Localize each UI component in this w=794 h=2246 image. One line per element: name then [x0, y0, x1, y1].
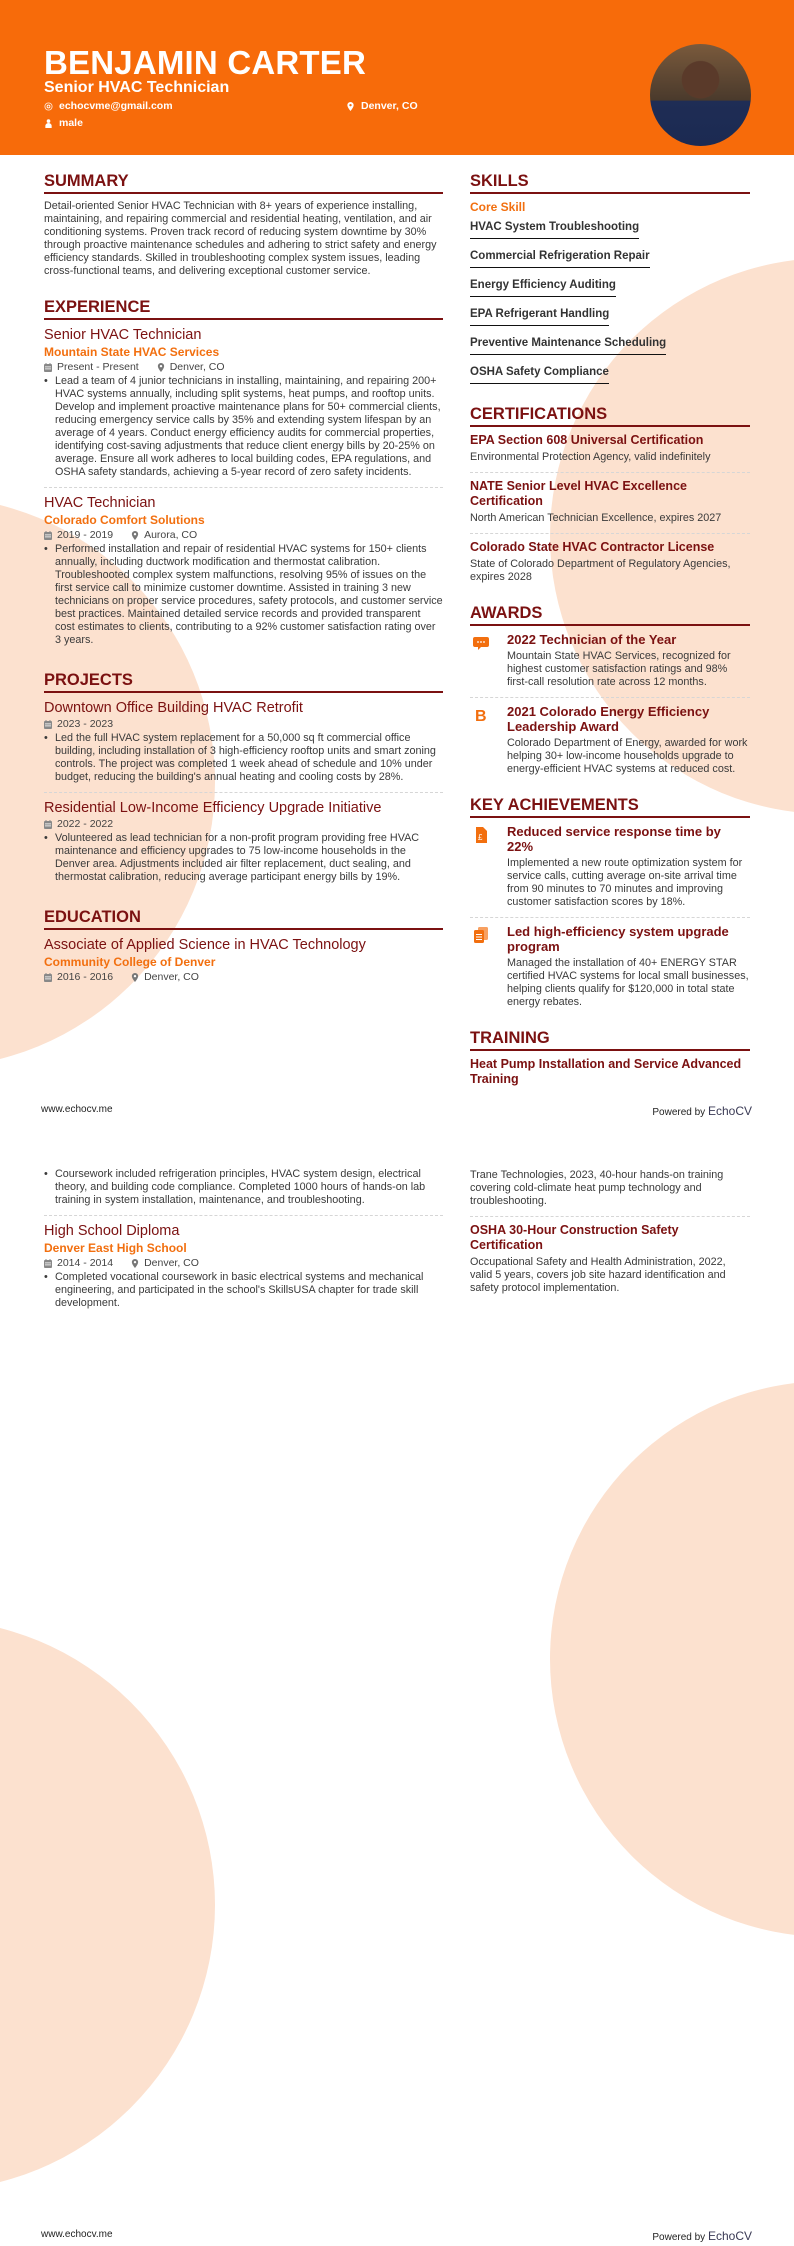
certification-desc: North American Technician Excellence, expires 2027 — [470, 512, 722, 524]
skill-item: Energy Efficiency Auditing — [470, 279, 616, 297]
footer-powered-by[interactable] — [652, 1104, 752, 1118]
training-desc: Trane Technologies, 2023, 40-hour hands-on training covering cold-climate heat pump technology and troubleshooting. — [470, 1169, 724, 1207]
email-text: echocvme@gmail.com — [59, 100, 173, 112]
left-column — [44, 1168, 443, 1310]
certification-desc: State of Colorado Department of Regulatory Agencies, expires 2028 — [470, 558, 731, 583]
contact-gender — [44, 117, 83, 129]
education-dates: 2016 - 2016 — [57, 971, 114, 983]
education-dates: 2014 - 2014 — [57, 1257, 114, 1269]
skill-group-label: Core Skill — [470, 200, 526, 214]
project-item — [44, 799, 443, 884]
experience-item — [44, 326, 443, 479]
bullet-text: Performed installation and repair of residential HVAC systems for 150+ clients annually, including ductwork modification and thermostat calibration. Troubleshooted complex system malfunctions, resolving 95% of issues on the first service call to minimize customer downtime. Assisted in training 3 new technicians on proper service procedures, safety protocols, and customer service best practices. Maintained detailed service records and provided transparent cost estimates to clients, contributing to a 92% customer satisfaction rating over 3 years. — [55, 543, 443, 646]
school-name: Community College of Denver — [44, 955, 216, 969]
certification-item — [470, 540, 750, 584]
skill-item: Preventive Maintenance Scheduling — [470, 337, 666, 355]
skill-item: EPA Refrigerant Handling — [470, 308, 609, 326]
job-bullet: • Lead a team of 4 junior technicians in installing, maintaining, and repairing 200+ HVAC systems annually, including split systems, heat pumps, and rooftop units. Develop and implement proactive maintenance plans for 50+ commercial clients, reducing emergency service calls by 35% and extending system lifespan by an average of 4 years. Conduct energy efficiency audits for commercial properties, identifying cost-saving adjustments that reduce client energy bills by 20-25% on average. Ensure all work adheres to local building codes, EPA regulations, and OSHA safety standards, achieving a 5-year record of zero safety incidents. — [44, 375, 443, 479]
job-meta — [44, 528, 443, 543]
achievement-desc: Implemented a new route optimization system for service calls, cutting average on-site arrival time from 90 minutes to 70 minutes and improving customer satisfaction scores by 18%. — [507, 857, 743, 908]
decorative-circle — [0, 1619, 215, 2191]
achievement-item — [470, 924, 750, 1009]
skill-item: HVAC System Troubleshooting — [470, 221, 639, 239]
right-column — [470, 172, 750, 1087]
svg-text:£: £ — [478, 833, 483, 842]
certification-title: NATE Senior Level HVAC Excellence Certification — [470, 479, 687, 508]
certifications-heading: CERTIFICATIONS — [470, 405, 750, 427]
degree-title: High School Diploma — [44, 1223, 180, 1239]
projects-heading: PROJECTS — [44, 671, 443, 693]
footer-site-link[interactable]: www.echocv.me — [41, 2229, 113, 2240]
documents-icon — [473, 927, 489, 943]
education-meta — [44, 970, 443, 985]
powered-by-text: Powered by — [652, 2232, 706, 2243]
project-title: Downtown Office Building HVAC Retrofit — [44, 700, 303, 716]
project-bullet: • Volunteered as lead technician for a non-profit program providing free HVAC maintenance and efficiency upgrades to 75 low-income households in the Denver area. Adjustments included air filter replacement, duct sealing, and thermostat calibration, reducing average participant energy bills by 19%. — [44, 832, 443, 884]
person-icon — [44, 119, 53, 128]
decorative-circle — [550, 1381, 794, 1937]
left-column — [44, 172, 443, 985]
education-location: Denver, CO — [144, 1257, 199, 1269]
training-title: Heat Pump Installation and Service Advanced Training — [470, 1057, 742, 1086]
divider — [470, 472, 750, 473]
brand-name: EchoCV — [707, 2229, 752, 2243]
summary-text: Detail-oriented Senior HVAC Technician with 8+ years of experience installing, maintaining, and repairing commercial and residential heating, ventilation, and air conditioning systems. Proven track record of reducing system downtime by 30% through proactive maintenance schedules and adhering to strict safety and energy efficiency standards. Skilled in troubleshooting complex system issues, leading cross-functional teams, and delivering exceptional customer service. — [44, 200, 437, 277]
location-text: Denver, CO — [361, 100, 418, 112]
job-meta — [44, 360, 443, 375]
experience-item — [44, 494, 443, 647]
job-location: Aurora, CO — [144, 529, 198, 541]
education-item — [44, 1222, 443, 1310]
at-icon — [44, 102, 53, 111]
certification-item — [470, 479, 750, 525]
map-pin-icon — [346, 102, 355, 111]
certification-item — [470, 433, 750, 464]
footer-site-link[interactable]: www.echocv.me — [41, 1104, 113, 1115]
achievement-item — [470, 824, 750, 909]
awards-heading: AWARDS — [470, 604, 750, 626]
experience-heading: EXPERIENCE — [44, 298, 443, 320]
school-name: Denver East High School — [44, 1241, 187, 1255]
job-title: Senior HVAC Technician — [44, 327, 202, 343]
map-pin-icon — [157, 363, 165, 372]
project-title: Residential Low-Income Efficiency Upgrade Initiative — [44, 800, 382, 816]
achievement-title: Reduced service response time by 22% — [507, 824, 721, 854]
project-dates: 2023 - 2023 — [57, 718, 114, 730]
letter-b-icon — [473, 707, 489, 723]
award-item — [470, 704, 750, 776]
education-bullet: • Completed vocational coursework in basic electrical systems and mechanical engineering, and participated in the school's SkillsUSA chapter for trade skill development. — [44, 1271, 443, 1310]
document-currency-icon — [473, 827, 489, 843]
calendar-icon — [44, 531, 52, 540]
divider — [44, 1215, 443, 1216]
resume-page-2 — [0, 1123, 794, 2246]
achievement-desc: Managed the installation of 40+ ENERGY STAR certified HVAC systems for local small businesses, helping clients qualify for $120,000 in total state energy rebates. — [507, 957, 749, 1008]
profile-photo — [650, 44, 751, 146]
calendar-icon — [44, 720, 52, 729]
calendar-icon — [44, 1259, 52, 1268]
education-location: Denver, CO — [144, 971, 199, 983]
award-desc: Colorado Department of Energy, awarded for work helping 30+ low-income households upgrade to energy-efficient HVAC systems at reduced cost. — [507, 737, 748, 775]
certification-desc: Environmental Protection Agency, valid indefinitely — [470, 451, 711, 463]
calendar-icon — [44, 973, 52, 982]
job-title: HVAC Technician — [44, 495, 156, 511]
education-meta — [44, 1256, 443, 1271]
education-heading: EDUCATION — [44, 908, 443, 930]
map-pin-icon — [131, 973, 139, 982]
company-name: Mountain State HVAC Services — [44, 345, 220, 359]
award-title: 2021 Colorado Energy Efficiency Leadership Award — [507, 704, 710, 734]
training-desc: Occupational Safety and Health Administration, 2022, valid 5 years, covers job site hazard identification and safety protocol implementation. — [470, 1256, 726, 1294]
brand-name: EchoCV — [707, 1104, 752, 1118]
project-bullet: • Led the full HVAC system replacement for a 50,000 sq ft commercial office building, including installation of 3 high-efficiency rooftop units and smart zoning controls. The project was completed 1 week ahead of schedule and 10% under budget, reducing the building's annual heating and cooling costs by 28%. — [44, 732, 443, 784]
award-title: 2022 Technician of the Year — [507, 632, 677, 647]
contact-location — [346, 100, 418, 112]
resume-header — [0, 0, 794, 155]
skill-item: OSHA Safety Compliance — [470, 366, 609, 384]
certification-title: EPA Section 608 Universal Certification — [470, 433, 704, 447]
training-title: OSHA 30-Hour Construction Safety Certification — [470, 1223, 679, 1252]
footer-powered-by[interactable] — [652, 2229, 752, 2243]
education-item — [44, 936, 443, 985]
chat-bubble-icon — [473, 635, 489, 651]
candidate-name: BENJAMIN CARTER — [44, 44, 367, 81]
job-dates: Present - Present — [57, 361, 139, 373]
degree-title: Associate of Applied Science in HVAC Technology — [44, 937, 366, 953]
training-heading: TRAINING — [470, 1029, 750, 1051]
divider — [470, 533, 750, 534]
map-pin-icon — [131, 531, 139, 540]
achievement-title: Led high-efficiency system upgrade program — [507, 924, 729, 954]
award-desc: Mountain State HVAC Services, recognized for highest customer satisfaction ratings and 98% first-call resolution rate across 12 months. — [507, 650, 731, 688]
calendar-icon — [44, 363, 52, 372]
skills-heading: SKILLS — [470, 172, 750, 194]
project-item — [44, 699, 443, 784]
svg-text:B: B — [475, 708, 487, 723]
gender-text: male — [59, 117, 83, 129]
right-column — [470, 1169, 750, 1295]
project-meta — [44, 717, 443, 732]
divider — [44, 487, 443, 488]
bullet-text: Coursework included refrigeration principles, HVAC system design, electrical theory, and building code compliance. Completed 1000 hours of hands-on lab training in system installation, maintenance, and troubleshooting. — [55, 1168, 426, 1206]
job-dates: 2019 - 2019 — [57, 529, 114, 541]
education-bullet: • Coursework included refrigeration principles, HVAC system design, electrical theory, and building code compliance. Completed 1000 hours of hands-on lab training in system installation, maintenance, and troubleshooting. — [44, 1168, 443, 1207]
award-item — [470, 632, 750, 689]
powered-by-text: Powered by — [652, 1107, 706, 1118]
contact-email[interactable] — [44, 100, 173, 112]
bullet-text: Volunteered as lead technician for a non-profit program providing free HVAC maintenance and efficiency upgrades to 75 low-income households in the Denver area. Adjustments included air filter replacement, duct sealing, and thermostat calibration, reducing average participant energy bills by 19%. — [55, 832, 420, 883]
divider — [44, 792, 443, 793]
divider — [470, 697, 750, 698]
skill-item: Commercial Refrigeration Repair — [470, 250, 650, 268]
achievements-heading: KEY ACHIEVEMENTS — [470, 796, 750, 818]
job-bullet: • Performed installation and repair of residential HVAC systems for 150+ clients annually, including ductwork modification and thermostat calibration. Troubleshooted complex system malfunctions, resolving 95% of issues on the first service call to minimize customer downtime. Assisted in training 3 new technicians on proper service procedures, safety protocols, and customer service best practices. Maintained detailed service records and provided transparent cost estimates to clients, contributing to a 92% customer satisfaction rating over 3 years. — [44, 543, 443, 646]
bullet-text: Lead a team of 4 junior technicians in installing, maintaining, and repairing 200+ HVAC systems annually, including split systems, heat pumps, and rooftop units. Develop and implement proactive maintenance plans for 50+ commercial clients, reducing emergency service calls by 35% and extending system lifespan by an average of 4 years. Conduct energy efficiency audits for commercial properties, identifying cost-saving adjustments that reduce client energy bills by 20-25% on average. Ensure all work adheres to local building codes, EPA regulations, and OSHA safety standards, achieving a 5-year record of zero safety incidents. — [55, 375, 441, 478]
divider — [470, 1216, 750, 1217]
project-dates: 2022 - 2022 — [57, 818, 114, 830]
bullet-text: Completed vocational coursework in basic electrical systems and mechanical engineering, and participated in the school's SkillsUSA chapter for trade skill development. — [55, 1271, 424, 1309]
calendar-icon — [44, 820, 52, 829]
map-pin-icon — [131, 1259, 139, 1268]
project-meta — [44, 817, 443, 832]
certification-title: Colorado State HVAC Contractor License — [470, 540, 715, 554]
candidate-title: Senior HVAC Technician — [44, 79, 230, 96]
summary-heading: SUMMARY — [44, 172, 443, 194]
divider — [470, 917, 750, 918]
company-name: Colorado Comfort Solutions — [44, 513, 205, 527]
bullet-text: Led the full HVAC system replacement for a 50,000 sq ft commercial office building, including installation of 3 high-efficiency rooftop units and smart zoning controls. The project was completed 1 week ahead of schedule and 10% under budget, reducing the building's annual heating and cooling costs by 28%. — [55, 732, 436, 783]
job-location: Denver, CO — [169, 361, 225, 373]
